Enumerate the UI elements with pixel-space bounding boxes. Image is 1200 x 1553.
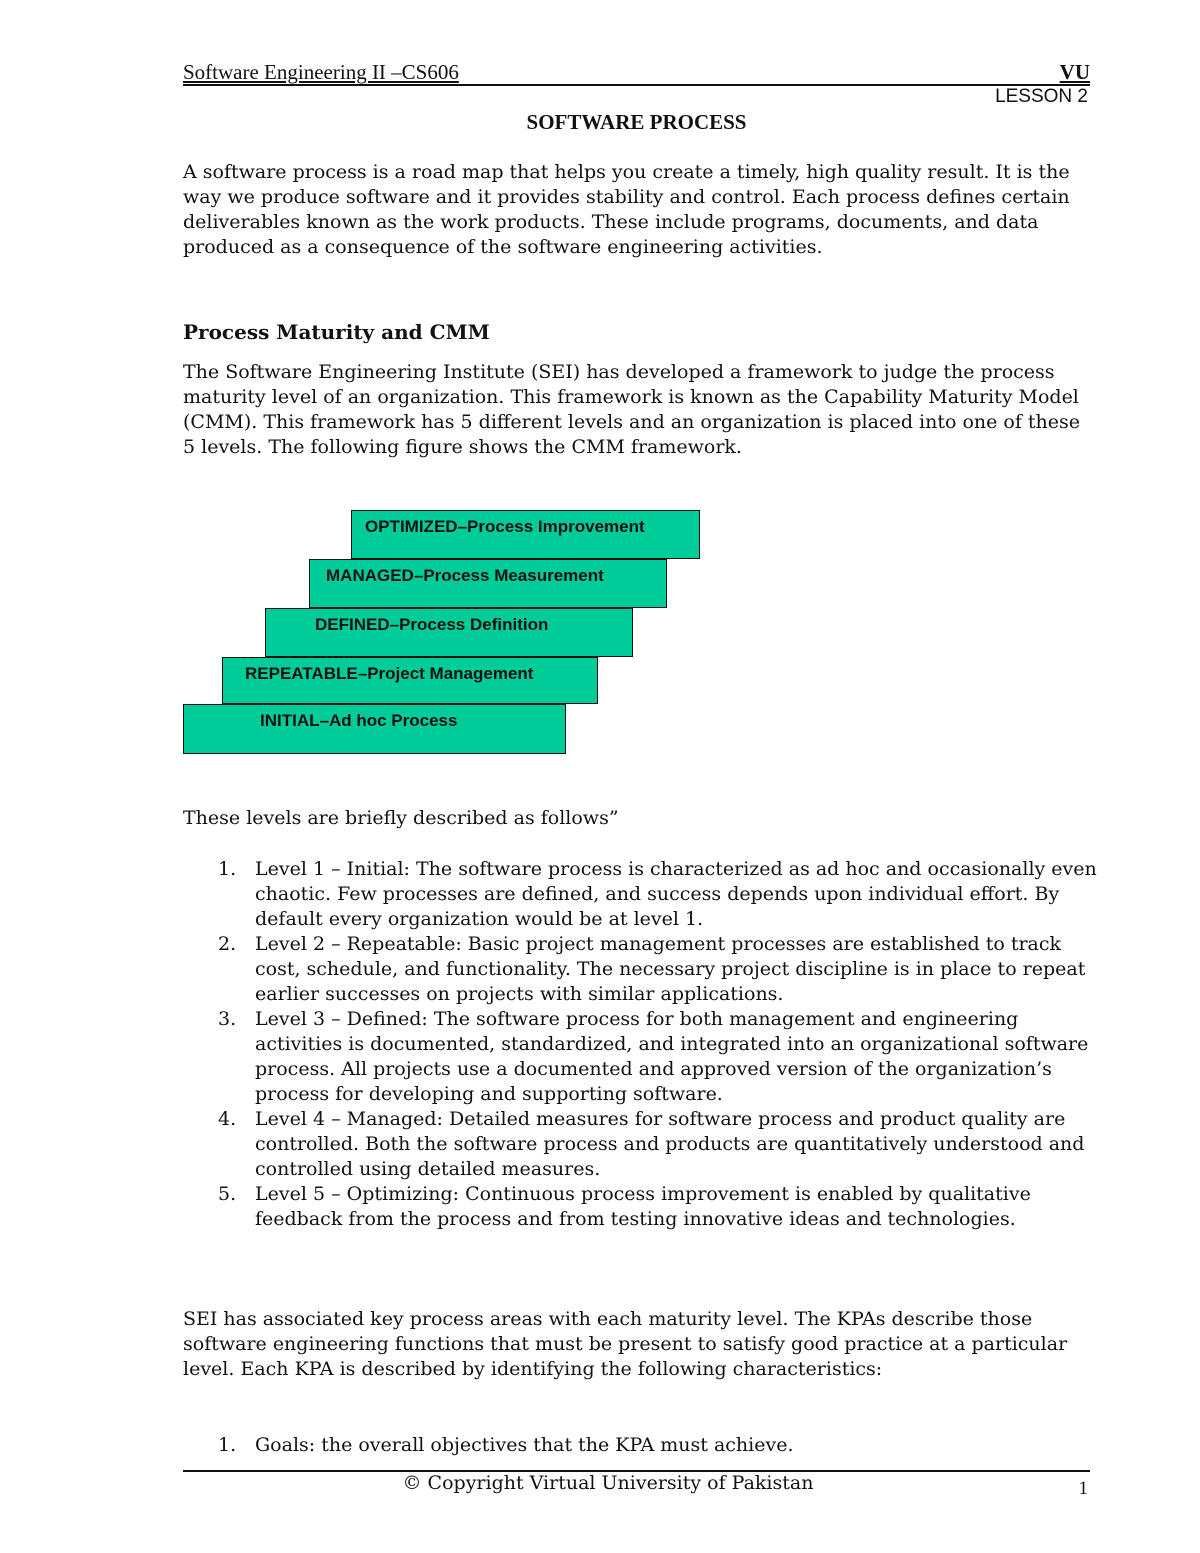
copyright-notice: © Copyright Virtual University of Pakistan bbox=[402, 1472, 814, 1494]
list-item-text: Level 2 – Repeatable: Basic project management processes are established to track cost, schedule, and functionality. The necessary project discipline is in place to repeat earlier successes on projects with similar applications. bbox=[255, 933, 1086, 1005]
list-item-number: 3. bbox=[218, 1008, 237, 1030]
list-item-text: Level 1 – Initial: The software process is characterized as ad hoc and occasionally even chaotic. Few processes are defined, and success depends upon individual effort. By default every organization would be at level 1. bbox=[255, 858, 1097, 930]
cmm-step-repeatable bbox=[222, 657, 598, 704]
list-item-number: 5. bbox=[218, 1183, 237, 1205]
header-institution: VU bbox=[1059, 60, 1090, 84]
list-item bbox=[183, 1007, 1103, 1107]
cmm-step-managed bbox=[309, 559, 667, 608]
cmm-step-initial-label: INITIAL–Ad hoc Process bbox=[260, 711, 458, 730]
levels-intro: These levels are briefly described as follows” bbox=[183, 807, 619, 829]
section-heading: Process Maturity and CMM bbox=[183, 320, 490, 344]
list-item-number: 2. bbox=[218, 933, 237, 955]
list-item-number: 4. bbox=[218, 1108, 237, 1130]
list-item bbox=[183, 1182, 1103, 1232]
cmm-step-optimized-label: OPTIMIZED–Process Improvement bbox=[365, 517, 645, 536]
page-number: 1 bbox=[1078, 1478, 1088, 1499]
list-item-number: 1. bbox=[218, 858, 237, 880]
list-item bbox=[183, 1107, 1103, 1182]
goal-list bbox=[183, 1433, 1103, 1458]
page-title: SOFTWARE PROCESS bbox=[526, 110, 747, 134]
list-item bbox=[183, 1433, 1103, 1458]
lesson-label: LESSON 2 bbox=[995, 86, 1088, 107]
cmm-step-optimized bbox=[351, 510, 700, 559]
course-title: Software Engineering II –CS606 bbox=[183, 60, 459, 84]
page-header bbox=[183, 60, 1090, 86]
list-item bbox=[183, 932, 1103, 1007]
cmm-step-initial bbox=[183, 704, 566, 754]
list-item-text: Goals: the overall objectives that the KPA must achieve. bbox=[255, 1434, 794, 1456]
kpa-paragraph: SEI has associated key process areas with each maturity level. The KPAs describe those software engineering functions that must be present to satisfy good practice at a particular level. Each KPA is described by identifying the following characteristics: bbox=[183, 1308, 1068, 1380]
cmm-step-repeatable-label: REPEATABLE–Project Management bbox=[245, 664, 534, 683]
cmm-paragraph: The Software Engineering Institute (SEI) has developed a framework to judge the process maturity level of an organization. This framework is known as the Capability Maturity Model (CMM). This framework has 5 different levels and an organization is placed into one of these 5 levels. The following figure shows the CMM framework. bbox=[183, 361, 1081, 458]
cmm-step-managed-label: MANAGED–Process Measurement bbox=[326, 566, 604, 585]
list-item-number: 1. bbox=[218, 1434, 237, 1456]
intro-paragraph: A software process is a road map that helps you create a timely, high quality result. It is the way we produce software and it provides stability and control. Each process defines certain deliverables known as the work products. These include programs, documents, and data produced as a consequence of the software engineering activities. bbox=[183, 161, 1070, 258]
cmm-step-defined bbox=[265, 608, 633, 657]
list-item-text: Level 3 – Defined: The software process for both management and engineering activities is documented, standardized, and integrated into an organizational software process. All projects use a documented and approved version of the organization’s process for developing and supporting software. bbox=[255, 1008, 1089, 1105]
list-item-text: Level 4 – Managed: Detailed measures for software process and product quality are controlled. Both the software process and products are quantitatively understood and controlled using detailed measures. bbox=[255, 1108, 1085, 1180]
list-item bbox=[183, 857, 1103, 932]
cmm-step-defined-label: DEFINED–Process Definition bbox=[315, 615, 549, 634]
level-list bbox=[183, 857, 1103, 1232]
list-item-text: Level 5 – Optimizing: Continuous process improvement is enabled by qualitative feedback from the process and from testing innovative ideas and technologies. bbox=[255, 1183, 1031, 1230]
